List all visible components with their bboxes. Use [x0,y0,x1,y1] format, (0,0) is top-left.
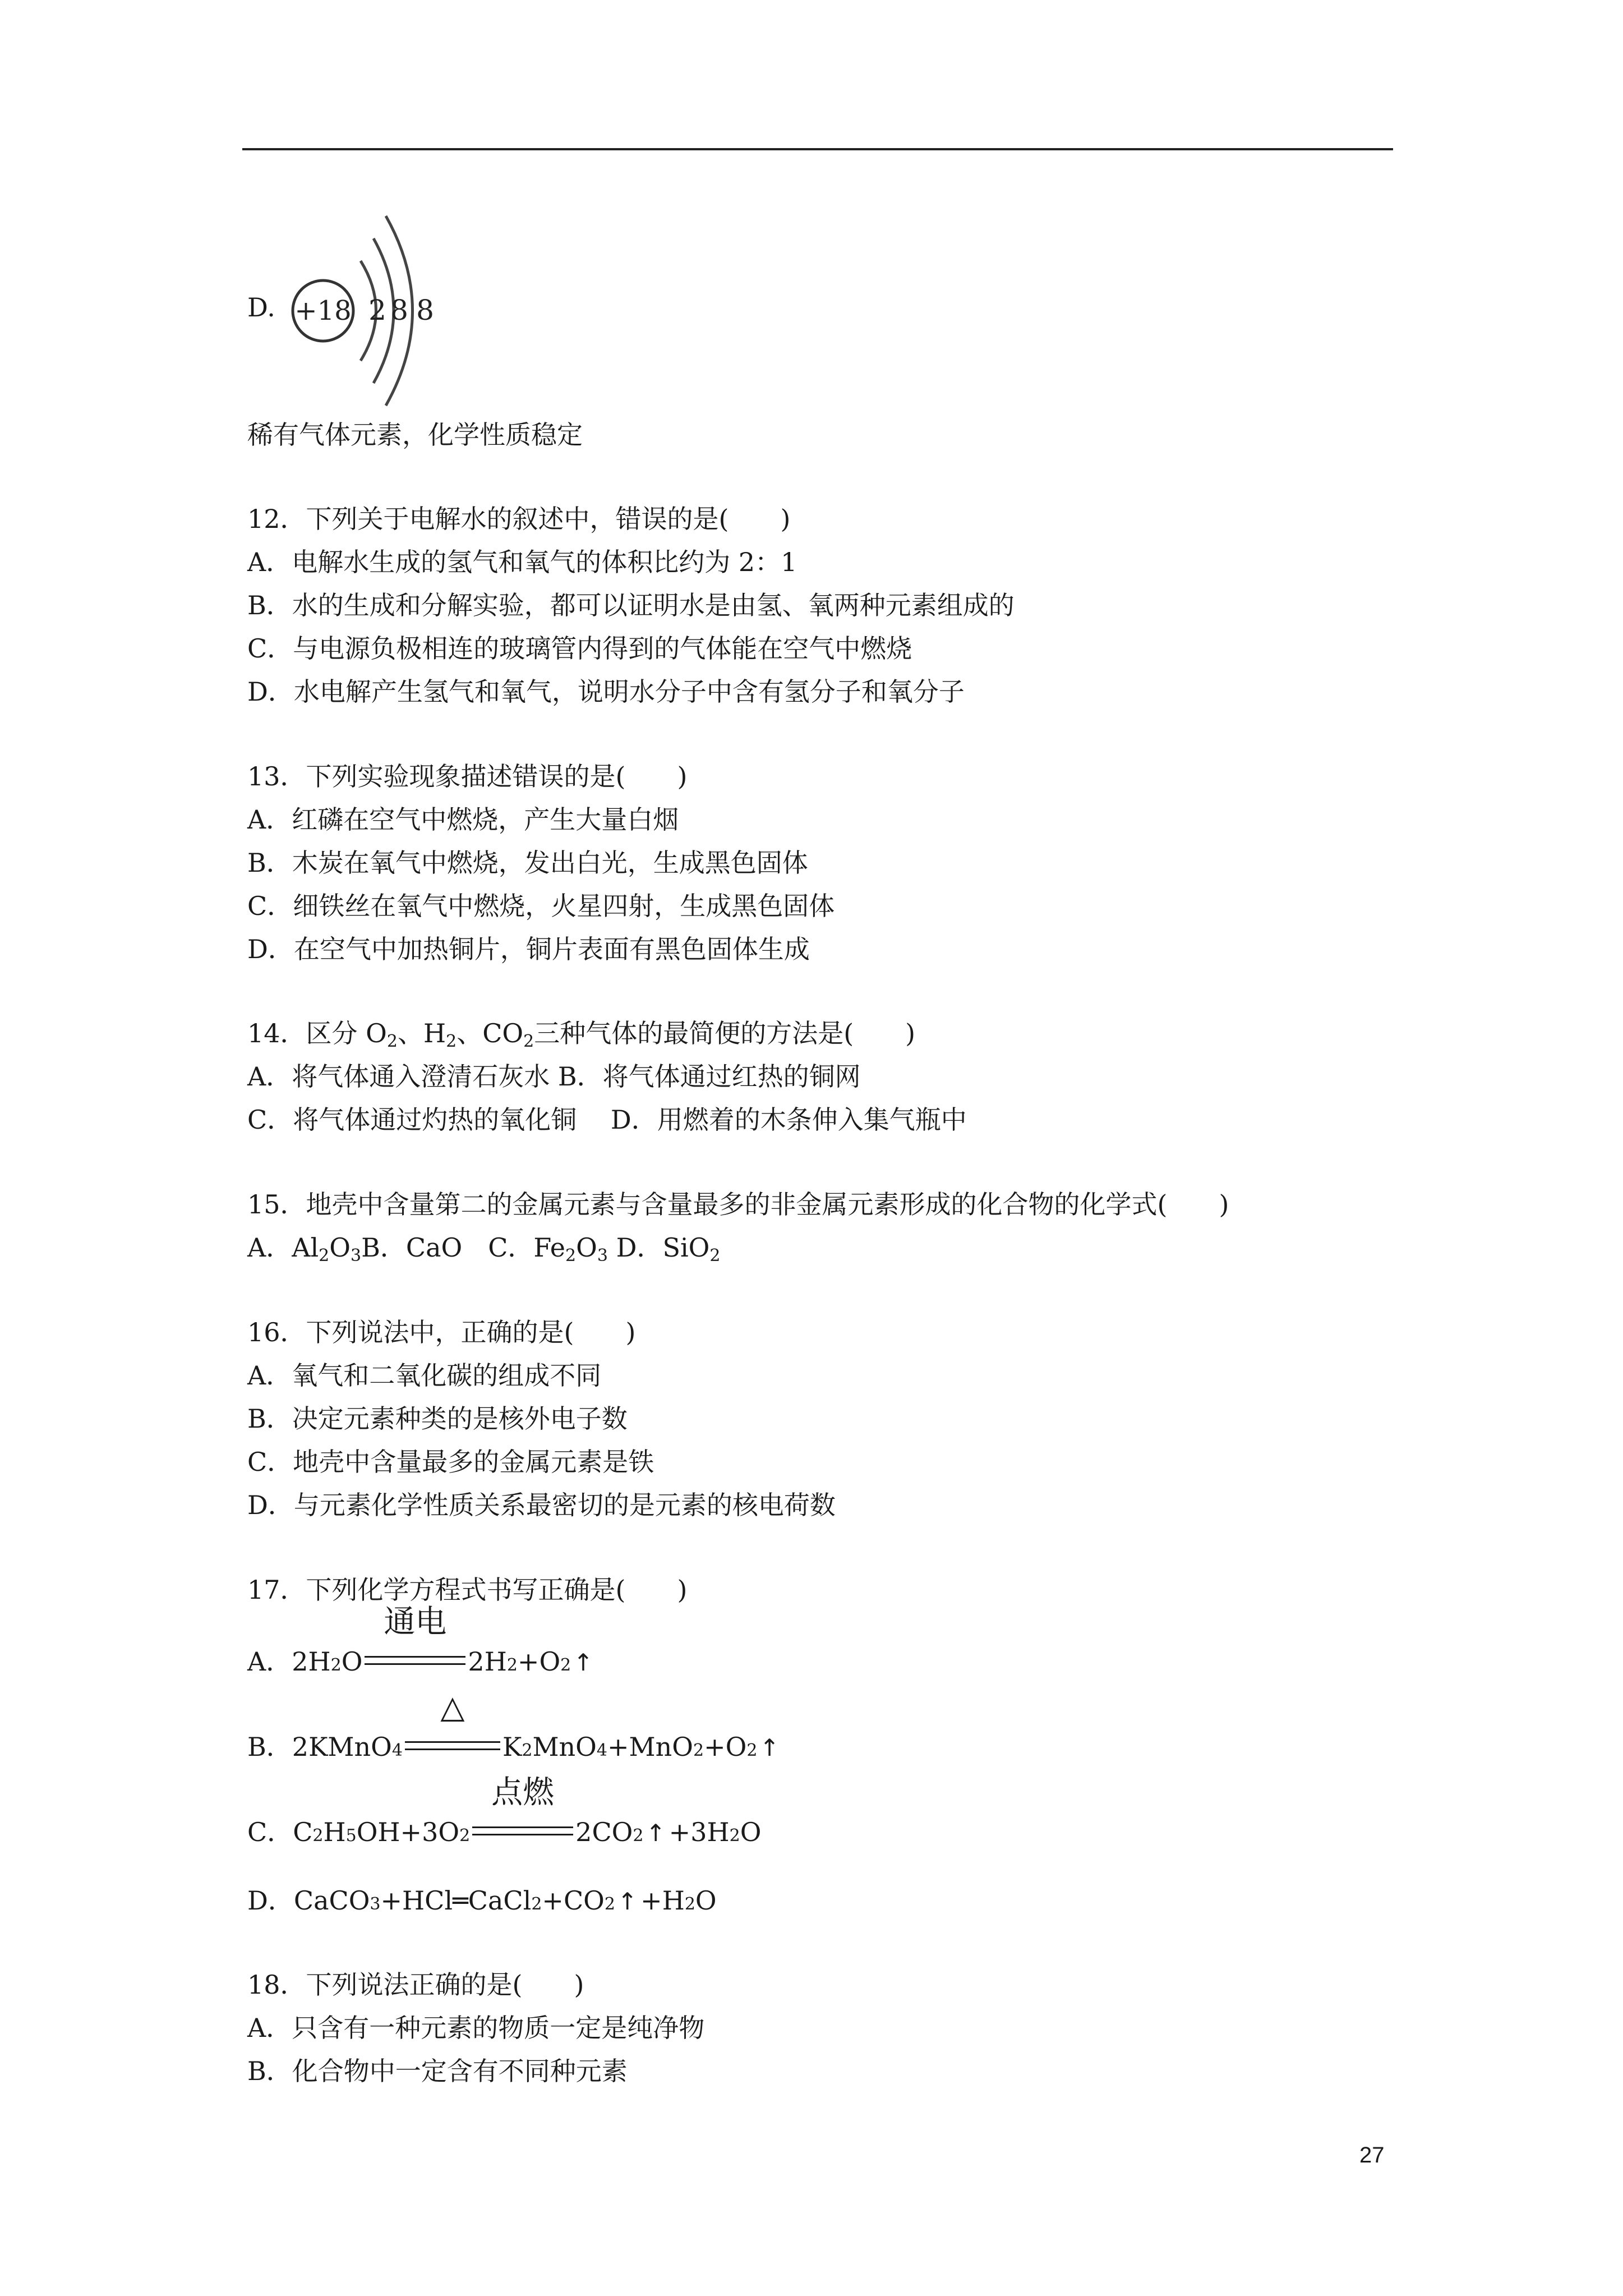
q15-options: A．$Al_2O_3B$．CaO C．$Fe_2O_3$ D．SiO$_2$ [247,1232,721,1266]
q17-option-d: D．CaCO 3 +HCl═CaCl 2 +CO 2 ↑ +H 2 O [247,1884,717,1918]
shell-count-2: 8 [390,294,408,326]
q16-option-a: A．氧气和二氧化碳的组成不同 [247,1360,602,1391]
q12-option-b: B．水的生成和分解实验，都可以证明水是由氢、氧两种元素组成的 [247,590,1015,620]
q17-stem: 17．下列化学方程式书写正确是( ) [247,1575,688,1605]
q13-option-d: D．在空气中加热铜片，铜片表面有黑色固体生成 [247,934,810,964]
q17-option-b: B．2KMnO 4 △ K 2 MnO 4 +MnO 2 +O 2 ↑ [247,1730,783,1765]
shell-count-1: 2 [368,294,386,326]
argon-atom-structure-diagram [285,208,453,409]
q12-option-d: D．水电解产生氢气和氧气，说明水分子中含有氢分子和氧分子 [247,677,965,707]
q13-option-b: B．木炭在氧气中燃烧，发出白光，生成黑色固体 [247,848,808,878]
q17-option-a: A．2H 2 O 通电 2H 2 +O 2 ↑ [247,1645,596,1680]
option-d-prefix: D. [247,292,275,323]
q16-option-d: D．与元素化学性质关系最密切的是元素的核电荷数 [247,1490,836,1520]
q13-stem: 13．下列实验现象描述错误的是( ) [247,761,688,792]
condition-ignite: 点燃 [472,1815,573,1849]
q18-stem: 18．下列说法正确的是( ) [247,1970,584,2000]
q14-stem: 14．区分 $O_2$、$H_2$、$CO_2$三种气体的最简便的方法是( ) [247,1018,916,1051]
condition-heat: △ [405,1730,500,1764]
q12-option-c: C．与电源负极相连的玻璃管内得到的气体能在空气中燃烧 [247,633,912,664]
page-number: 27 [1359,2143,1385,2168]
q13-option-a: A．红磷在空气中燃烧，产生大量白烟 [247,804,679,835]
q14-options-cd: C．将气体通过灼热的氧化铜 D．用燃着的木条伸入集气瓶中 [247,1105,967,1135]
gas-up-arrow-icon: ↑ [573,1649,593,1676]
gas-up-arrow-icon: ↑ [645,1819,666,1847]
q17-option-c: C．C 2 H 5 OH+3O 2 点燃 2CO 2 ↑ +3H 2 O [247,1815,761,1850]
q12-option-a: A．电解水生成的氢气和氧气的体积比约为 2：1 [247,547,797,577]
q12-stem: 12．下列关于电解水的叙述中，错误的是( ) [247,504,791,534]
q13-option-c: C．细铁丝在氧气中燃烧，火星四射，生成黑色固体 [247,891,835,921]
q15-stem: 15．地壳中含量第二的金属元素与含量最多的非金属元素形成的化合物的化学式( ) [247,1189,1229,1220]
nucleus-charge: +18 [294,295,352,326]
q16-stem: 16．下列说法中，正确的是( ) [247,1317,636,1347]
note-text: 稀有气体元素，化学性质稳定 [247,420,583,450]
q14-options-ab: A．将气体通入澄清石灰水 B．将气体通过红热的铜网 [247,1061,861,1092]
header-rule [242,148,1393,150]
shell-count-3: 8 [416,294,434,326]
q18-option-b: B．化合物中一定含有不同种元素 [247,2056,628,2086]
q16-option-c: C．地壳中含量最多的金属元素是铁 [247,1447,654,1477]
q16-option-b: B．决定元素种类的是核外电子数 [247,1404,628,1434]
q18-option-a: A．只含有一种元素的物质一定是纯净物 [247,2013,705,2043]
gas-up-arrow-icon: ↑ [759,1734,780,1761]
condition-electrolysis: 通电 [365,1645,465,1678]
gas-up-arrow-icon: ↑ [617,1888,638,1915]
